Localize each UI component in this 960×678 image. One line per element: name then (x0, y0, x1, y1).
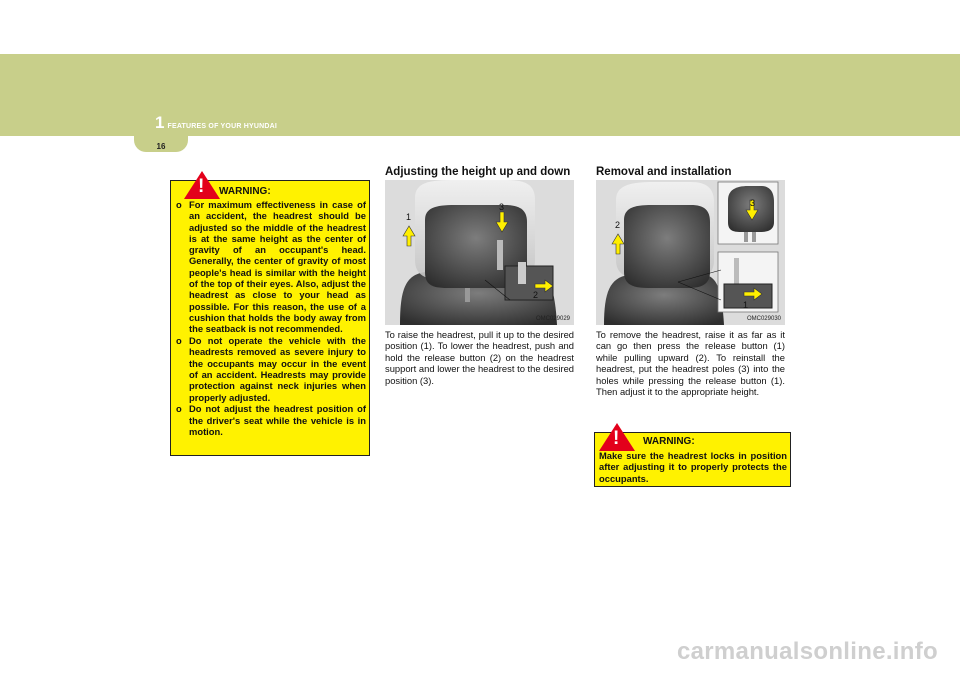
removal-title: Removal and installation (596, 166, 732, 178)
right-warning-box (594, 428, 791, 487)
warning-triangle-icon: ! (599, 423, 635, 451)
headrest-removal-illustration (596, 180, 785, 325)
adjusting-figure (385, 180, 574, 325)
callout-3: 3 (750, 198, 756, 208)
removal-text: To remove the headrest, raise it as far as it can go then press the release button (1) while pulling upward (2). To reinstall the headrest, put the headrest poles (3) into the holes while pressing the release button (1). Then adjust it to the appropriate height. (596, 329, 785, 398)
right-warning-text: Make sure the headrest locks in position after adjusting it to properly protects the occupants. (599, 450, 787, 484)
adjusting-figure-code: OMC029029 (535, 316, 570, 322)
page-number: 16 (156, 142, 166, 151)
callout-2: 2 (533, 290, 539, 300)
warning-item: o For maximum effectiveness in case of an accident, the headrest should be adjusted so the middle of the headrest is at the same height as the center of gravity of an occupant's head. Generally, the center of gravity of most people's head is similar with the height of the top of their eyes. Also, adjust the headrest as close to your head as possible. For this reason, the use of a cushion that holds the body away from the seatback is not recommended. (176, 199, 366, 335)
adjusting-title: Adjusting the height up and down (385, 166, 571, 178)
removal-figure (596, 180, 785, 325)
adjusting-text: To raise the headrest, pull it up to the desired position (1). To lower the headrest, push and hold the release button (2) on the headrest support and lower the headrest to the desired position (3). (385, 329, 574, 386)
watermark: carmanualsonline.info (676, 638, 938, 665)
callout-2: 2 (615, 220, 621, 230)
right-warning-title: WARNING: (643, 436, 695, 447)
warning-item: o Do not operate the vehicle with the headrests removed as severe injury to the occupants may occur in the event of an accident. Headrests may provide protection against neck injuries when properly adjusted. (176, 335, 366, 403)
callout-3: 3 (499, 202, 505, 212)
callout-1: 1 (743, 300, 749, 310)
removal-figure-code: OMC029030 (746, 316, 781, 322)
page-tab (134, 136, 188, 152)
chapter-title: FEATURES OF YOUR HYUNDAI (167, 123, 278, 130)
warning-triangle-icon: ! (184, 171, 220, 199)
left-warning-box (170, 176, 370, 456)
warning-item: o Do not adjust the headrest position of the driver's seat while the vehicle is in motion. (176, 403, 366, 437)
headrest-adjust-illustration (385, 180, 574, 325)
header-band (0, 54, 960, 136)
left-warning-list (176, 199, 366, 438)
left-warning-title: WARNING: (219, 186, 271, 197)
callout-1: 1 (406, 212, 412, 222)
chapter-number: 1 (155, 113, 165, 132)
chapter-header (155, 113, 277, 133)
